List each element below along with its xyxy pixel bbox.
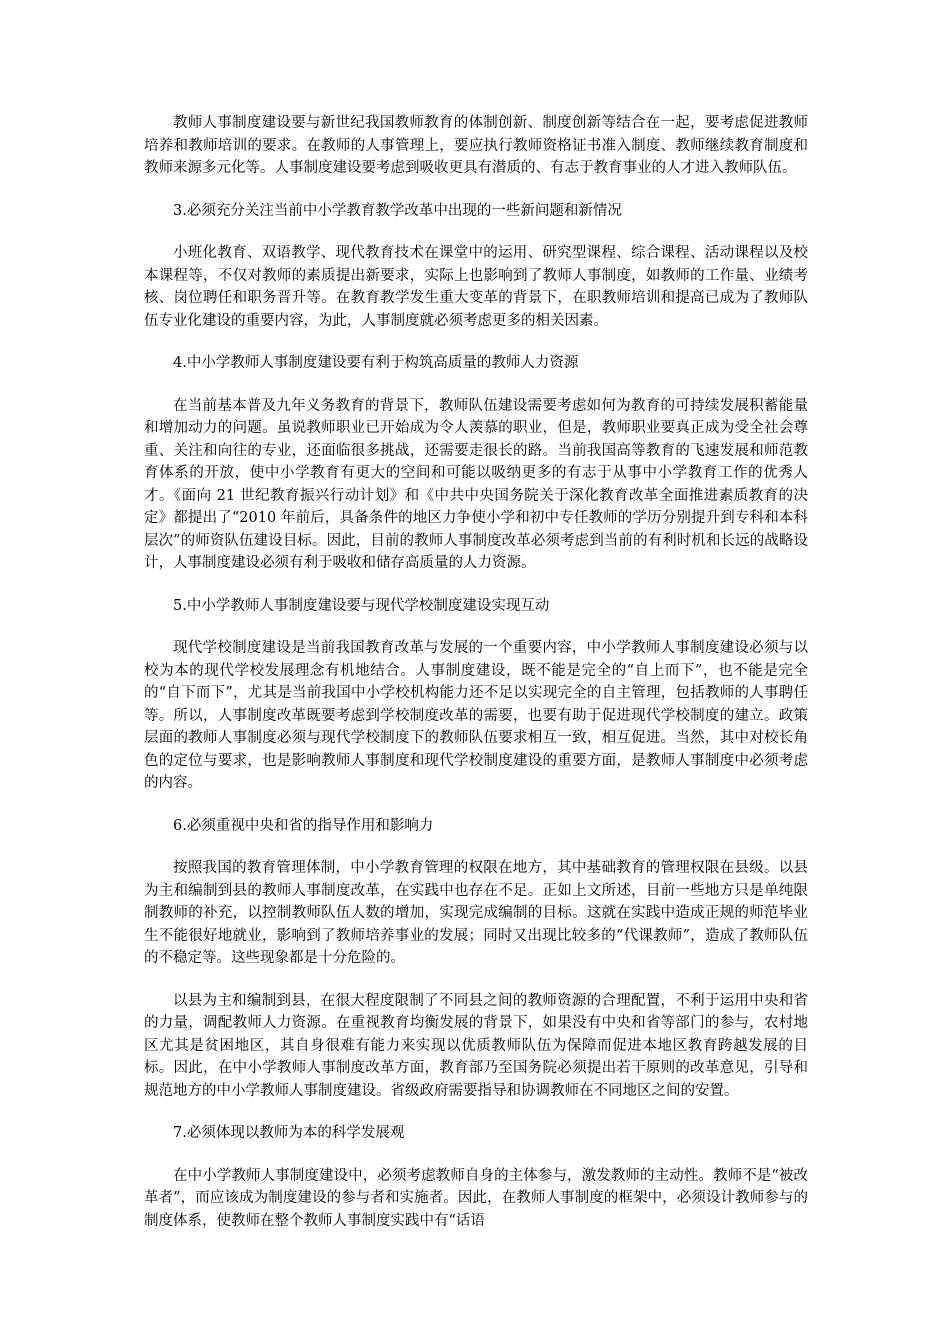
paragraph-county-allocation: 以县为主和编制到县，在很大程度限制了不同县之间的教师资源的合理配置，不利于运用中央和省的力量，调配教师人力资源。在重视教育均衡发展的背景下，如果没有中央和省等部门的参与，农村地区尤其是贫困地区，其自身很难有能力来实现以优质教师队伍为保障而促进本地区教育跨越发展的目标。因此，在中小学教师人事制度改革方面，教育部乃至国务院必须提出若干原则的改革意见，引导和规范地方的中小学教师人事制度建设。省级政府需要指导和协调教师在不同地区之间的安置。 <box>144 992 808 1099</box>
section-heading-7: 7.必须体现以教师为本的科学发展观 <box>173 1125 405 1141</box>
document-page <box>144 112 808 1252</box>
paragraph-teacher-participation: 在中小学教师人事制度建设中，必须考虑教师自身的主体参与，激发教师的主动性。教师不是“被改革者”，而应该成为制度建设的参与者和实施者。因此，在教师人事制度的框架中，必须设计教师参与的制度体系，使教师在整个教师人事制度实践中有“话语 <box>144 1167 808 1229</box>
section-heading-5: 5.中小学教师人事制度建设要与现代学校制度建设实现互动 <box>173 597 550 614</box>
section-heading-4: 4.中小学教师人事制度建设要有利于构筑高质量的教师人力资源 <box>173 355 579 371</box>
paragraph-teacher-personnel-innovation: 教师人事制度建设要与新世纪我国教师教育的体制创新、制度创新等结合在一起，要考虑促进教师培养和教师培训的要求。在教师的人事管理上，要应执行教师资格证书准入制度、教师继续教育制度和教师来源多元化等。人事制度建设要考虑到吸收更具有潜质的、有志于教育事业的人才进入教师队伍。 <box>144 115 808 176</box>
paragraph-modern-school-system: 现代学校制度建设是当前我国教育改革与发展的一个重要内容，中小学教师人事制度建设必须与以校为本的现代学校发展理念有机地结合。人事制度建设，既不能是完全的“自上而下”，也不能是完全的“自下而下”，尤其是当前我国中小学校机构能力还不足以实现完全的自主管理，包括教师的人事聘任等。所以，人事制度改革既要考虑到学校制度改革的需要，也要有助于促进现代学校制度的建立。政策层面的教师人事制度必须与现代学校制度下的教师队伍要求相互一致，相互促进。当然，其中对校长角色的定位与要求，也是影响教师人事制度和现代学校制度建设的重要方面，是教师人事制度中必须考虑的内容。 <box>144 640 808 791</box>
section-heading-3: 3.必须充分关注当前中小学教育教学改革中出现的一些新问题和新情况 <box>173 202 622 219</box>
section-heading-6: 6.必须重视中央和省的指导作用和影响力 <box>173 817 434 834</box>
paragraph-compulsory-education: 在当前基本普及九年义务教育的背景下，教师队伍建设需要考虑如何为教育的可持续发展积蓄能量和增加动力的问题。虽说教师职业已开始成为令人羡慕的职业，但是，教师职业要真正成为受全社会尊重、关注和向往的专业，还面临很多挑战，还需要走很长的路。当前我国高等教育的飞速发展和师范教育体系的开放，使中小学教育有更大的空间和可能以吸纳更多的有志于从事中小学教育工作的优秀人才。《面向 21 世纪教育振兴行动计划》和《中共中央国务院关于深化教育改革全面推进素质教育的决定》都提出了“2010 年前后，具备条件的地区力争使小学和初中专任教师的学历分别提升到专科和本科层次”的师资队伍建设目标。因此，目前的教师人事制度改革必须考虑到当前的有利时机和长远的战略设计，人事制度建设必须有利于吸收和储存高质量的人力资源。 <box>144 397 808 571</box>
paragraph-management-system: 按照我国的教育管理体制，中小学教育管理的权限在地方，其中基础教育的管理权限在县级。以县为主和编制到县的教师人事制度改革，在实践中也存在不足。正如上文所述，目前一些地方只是单纯限制教师的补充，以控制教师队伍人数的增加，实现完成编制的目标。这就在实践中造成正规的师范毕业生不能很好地就业，影响到了教师培养事业的发展；同时又出现比较多的“代课教师”，造成了教师队伍的不稳定等。这些现象都是十分危险的。 <box>144 860 808 966</box>
paragraph-small-class-education: 小班化教育、双语教学、现代教育技术在课堂中的运用、研究型课程、综合课程、活动课程以及校本课程等，不仅对教师的素质提出新要求，实际上也影响到了教师人事制度，如教师的工作量、业绩考核、岗位聘任和职务晋升等。在教育教学发生重大变革的背景下，在职教师培训和提高已成为了教师队伍专业化建设的重要内容，为此，人事制度就必须考虑更多的相关因素。 <box>144 245 808 329</box>
